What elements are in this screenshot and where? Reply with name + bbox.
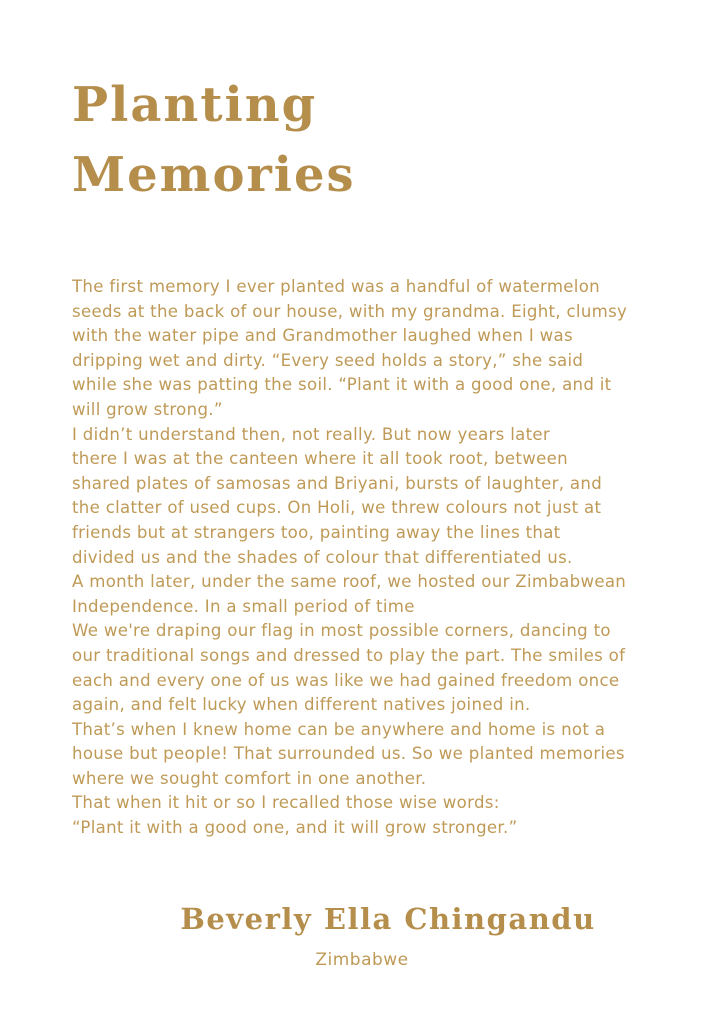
page-title: [72, 70, 356, 210]
poem-line: The first memory I ever planted was a handful of watermelon: [72, 277, 600, 296]
poem-line: That’s when I knew home can be anywhere and home is not a: [72, 719, 606, 739]
poem-line: again, and felt lucky when different natives joined in.: [72, 695, 531, 715]
poem-line: dripping wet and dirty. “Every seed holds a story,” she said: [72, 350, 584, 370]
poem-line: each and every one of us was like we had gained freedom once: [72, 670, 620, 690]
poem-line: That when it hit or so I recalled those wise words:: [72, 793, 500, 813]
poem-line: the clatter of used cups. On Holi, we threw colours not just at: [72, 498, 602, 518]
author-name: Beverly Ella Chingandu: [180, 902, 596, 936]
author-country: Zimbabwe: [315, 950, 409, 970]
poem-line: while she was patting the soil. “Plant it with a good one, and it: [72, 375, 612, 395]
poem-line: with the water pipe and Grandmother laughed when I was: [72, 326, 573, 346]
poem-line: shared plates of samosas and Briyani, bursts of laughter, and: [72, 473, 603, 493]
poem-line: house but people! That surrounded us. So we planted memories: [72, 744, 625, 764]
poem-line: will grow strong.”: [72, 399, 223, 419]
title-line-2: Memories: [72, 147, 356, 203]
poem-line: friends but at strangers too, painting away the lines that: [72, 522, 561, 542]
poem-body: [72, 275, 672, 841]
title-line-1: Planting: [72, 77, 318, 133]
poem-line: where we sought comfort in one another.: [72, 768, 427, 788]
poem-line: our traditional songs and dressed to play the part. The smiles of: [72, 645, 626, 665]
poem-line: Independence. In a small period of time: [72, 596, 415, 616]
poem-line: there I was at the canteen where it all took root, between: [72, 449, 568, 469]
poem-line: divided us and the shades of colour that differentiated us.: [72, 547, 573, 567]
poem-line: seeds at the back of our house, with my grandma. Eight, clumsy: [72, 301, 628, 321]
poem-line: A month later, under the same roof, we hosted our Zimbabwean: [72, 572, 627, 592]
poem-line: I didn’t understand then, not really. But now years later: [72, 424, 551, 444]
poem-line: “Plant it with a good one, and it will grow stronger.”: [72, 818, 518, 838]
poem-line: We we're draping our flag in most possible corners, dancing to: [72, 621, 611, 641]
